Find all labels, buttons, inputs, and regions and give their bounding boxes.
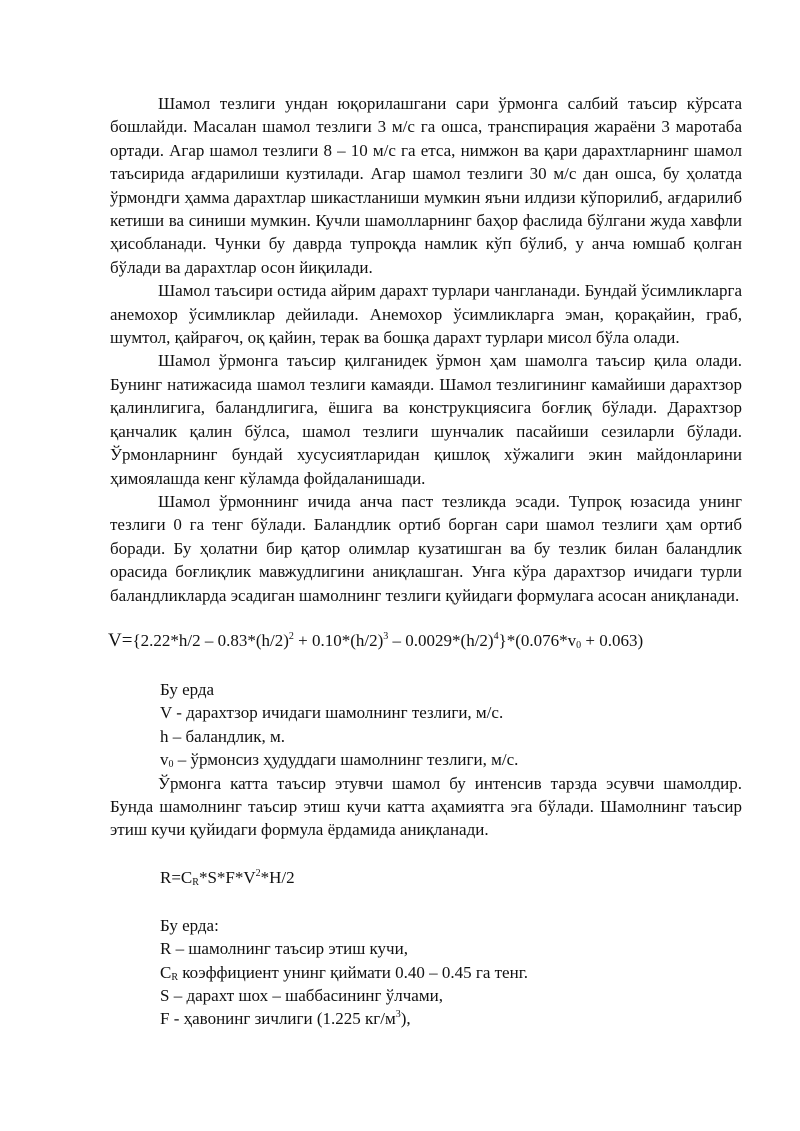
legend2-line-cr: $C_R$ коэффициент унинг қиймати 0.40 – 0.45 га тенг. <box>160 962 529 983</box>
legend2-line-r: R – шамолнинг таъсир этиш кучи, <box>160 939 408 959</box>
formula2-legend <box>160 914 742 1031</box>
document-page <box>110 92 742 1031</box>
legend-line-v0: $v_0$ – ўрмонсиз ҳудуддаги шамолнинг тезлиги, м/с. <box>160 750 519 771</box>
paragraph-3: Шамол ўрмонга таъсир қилганидек ўрмон ҳам шамолга таъсир қила олади. Бунинг натижасида шамол тезлиги камаяди. Шамол тезлигининг камайиши дарахтзор қалинлигига, баландлигига, ёшига ва конструкциясига боғлиқ бўлади. Дарахтзор қанчалик қалин бўлса, шамол тезлиги шунчалик пасайиши сезиларли бўлади. Ўрмонларнинг бундай хусусиятларидан қишлоқ хўжалиги экин майдонларини ҳимоялашда кенг кўламда фойдаланишади. <box>110 351 742 488</box>
legend-line-v: V - дарахтзор ичидаги шамолнинг тезлиги, м/с. <box>160 703 504 723</box>
legend2-intro: Бу ерда: <box>160 915 219 935</box>
wind-force-formula: $R=C_R*S*F*V^2*H/2$ <box>160 867 295 888</box>
legend-line-h: h – баландлик, м. <box>160 726 285 746</box>
legend2-line-f: F - ҳавонинг зичлиги (1.225 $кг/м^3$), <box>160 1009 411 1029</box>
paragraph-4: Шамол ўрмоннинг ичида анча паст тезликда эсади. Тупроқ юзасида унинг тезлиги 0 га тенг бўлади. Баландлик ортиб борган сари шамол тезлиги ҳам ортиб боради. Бу ҳолатни бир қатор олимлар кузатишган ва бу тезлик билан баландлик орасида боғлиқлик мавжудлигини аниқлашган. Унга кўра дарахтзор ичидаги турли баландликларда эсадиган шамолнинг тезлиги қуйидаги формулага асосан аниқланади. <box>110 491 742 605</box>
legend2-line-s: S – дарахт шох – шаббасининг ўлчами, <box>160 986 443 1005</box>
paragraph-2: Шамол таъсири остида айрим дарахт турлари чангланади. Бундай ўсимликларга анемохор ўсимликлар дейилади. Анемохор ўсимликларга эман, қорақайин, граб, шумтол, қайрағоч, оқ қайин, терак ва бошқа дарахт турлари мисол бўла олади. <box>110 281 742 348</box>
paragraph-5: Ўрмонга катта таъсир этувчи шамол бу интенсив тарзда эсувчи шамолдир. Бунда шамолнинг таъсир этиш кучи катта аҳамиятга эга бўлади. Шамолнинг таъсир этиш кучи қуйидаги формула ёрдамида аниқланади. <box>110 773 742 840</box>
legend-intro: Бу ерда <box>160 679 215 699</box>
formula1-legend <box>160 678 742 772</box>
paragraph-1: Шамол тезлиги ундан юқорилашгани сари ўрмонга салбий таъсир кўрсата бошлайди. Масалан шамол тезлиги 3 м/с га ошса, транспирация жараёни 3 маротаба ортади. Агар шамол тезлиги 8 – 10 м/с га етса, нимжон ва қари дарахтларнинг шамол таъсирида ағдарилиши кузтилади. Агар шамол тезлиги 30 м/с дан ошса, бу ҳолатда ўрмондги ҳамма дарахтлар шикастланиши мумкин яъни илдизи кўпорилиб, ағдарилиб кетиши ва синиши мумкин. Кучли шамолларнинг баҳор фаслида бўлгани жуда хавфли ҳисобланади. Чунки бу даврда тупроқда намлик кўп бўлиб, у анча юмшаб қолган бўлади ва дарахтлар осон йиқилади. <box>110 94 742 277</box>
wind-speed-formula: $V=\{2.22*h/2 - 0.83*(h/2)^2 + 0.10*(h/2)^3 - 0.0029*(h/2)^4\}*(0.076*v_0 + 0.063)$ <box>108 629 644 651</box>
